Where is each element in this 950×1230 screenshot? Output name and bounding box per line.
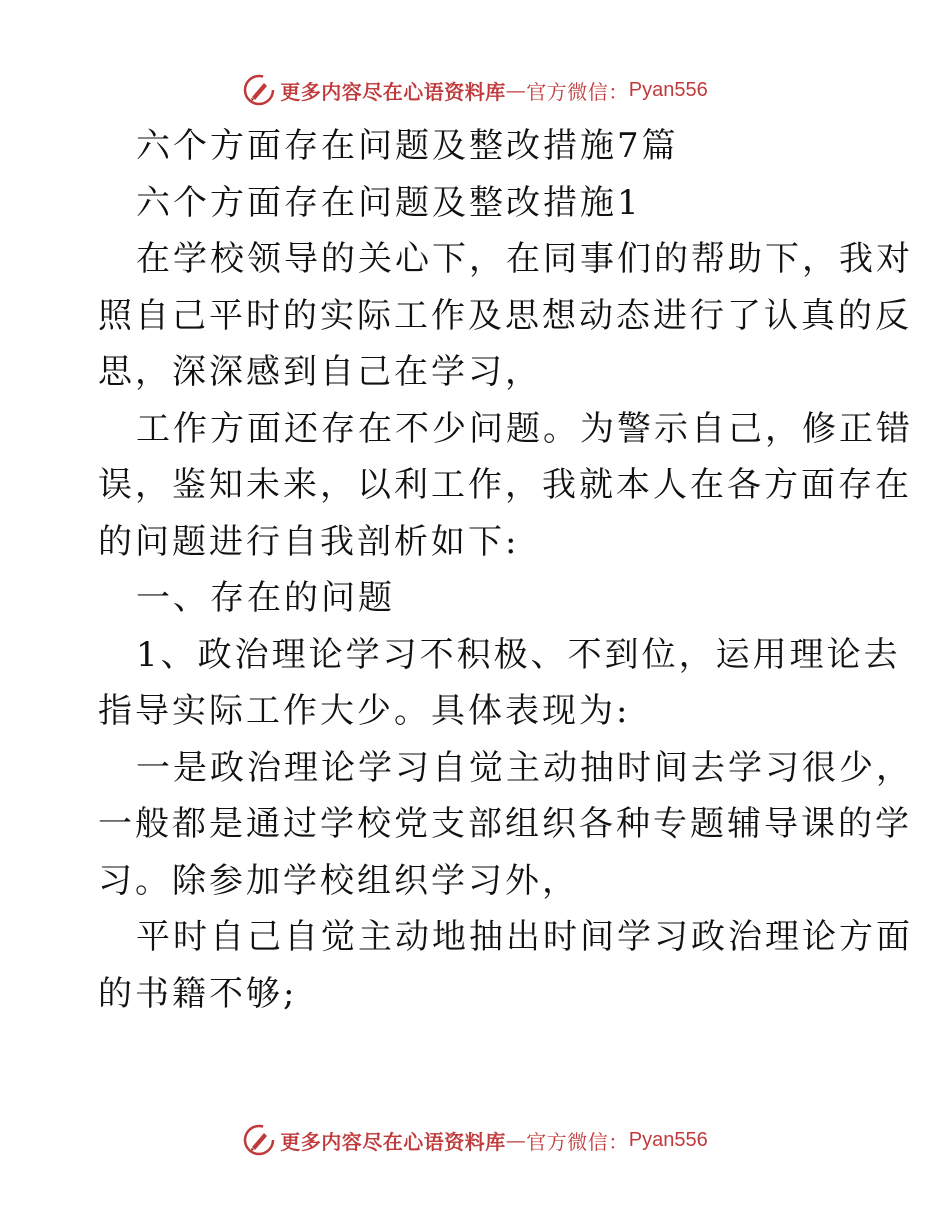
banner-brand-text: 更多内容尽在心语资料库 (280, 79, 506, 104)
header-banner (0, 70, 950, 110)
banner-separator: — (505, 78, 527, 102)
banner-wechat-label: 官方微信： (526, 1129, 629, 1154)
banner-separator: — (505, 1128, 527, 1152)
banner-brand-text: 更多内容尽在心语资料库 (280, 1129, 506, 1154)
text-line: 思，深深感到自己在学习， (98, 352, 542, 392)
text-line: 一是政治理论学习自觉主动抽时间去学习很少， (136, 747, 913, 788)
text-line: 指导实际工作大少。具体表现为: (98, 691, 631, 731)
banner-wechat-id: Pyan556 (628, 1128, 708, 1151)
text-line: 在学校领导的关心下，在同事们的帮助下，我对 (136, 239, 913, 279)
text-line: 1、政治理论学习不积极、不到位，运用理论去 (136, 634, 901, 675)
text-line: 平时自己自觉主动地抽出时间学习政治理论方面 (136, 917, 913, 957)
paragraph-lines (98, 231, 913, 1022)
pen-swirl-logo-icon (242, 73, 276, 107)
banner-wechat-label: 官方微信： (526, 79, 629, 104)
banner-wechat-id: Pyan556 (628, 78, 708, 101)
text-line: 一、存在的问题 (136, 578, 395, 618)
document-subtitle: 六个方面存在问题及整改措施1 (136, 182, 642, 223)
document-body (98, 118, 913, 1022)
pen-swirl-logo-icon (242, 1123, 276, 1157)
text-line: 误，鉴知未来，以利工作，我就本人在各方面存在 (98, 465, 912, 505)
text-line: 一般都是通过学校党支部组织各种专题辅导课的学 (98, 804, 912, 844)
text-line: 习。除参加学校组织学习外， (98, 860, 579, 901)
text-line: 的问题进行自我剖析如下: (98, 521, 520, 562)
text-line: 照自己平时的实际工作及思想动态进行了认真的反 (98, 295, 912, 336)
document-title: 六个方面存在问题及整改措施7篇 (136, 126, 679, 166)
footer-banner (0, 1120, 950, 1160)
text-line: 工作方面还存在不少问题。为警示自己，修正错 (136, 408, 913, 449)
text-line: 的书籍不够; (98, 973, 298, 1014)
